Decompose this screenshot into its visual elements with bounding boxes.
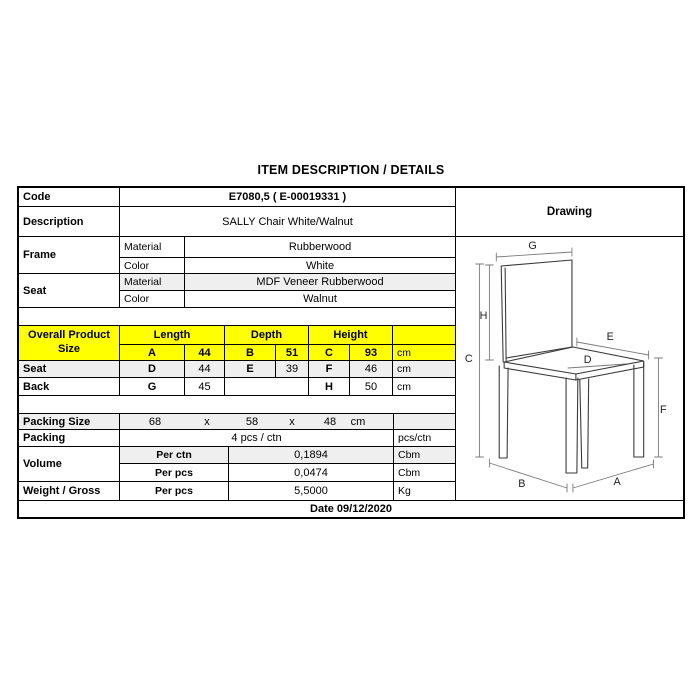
label-e: E (606, 330, 614, 344)
description-row (19, 207, 455, 237)
size-header-empty (393, 326, 455, 344)
details-pane (19, 188, 456, 500)
per-ctn-unit: Cbm (398, 449, 421, 461)
drawing-pane (456, 188, 683, 500)
description-value: SALLY Chair White/Walnut (222, 215, 353, 228)
item-details-table (17, 186, 685, 519)
back-g-key: G (120, 378, 185, 395)
seat-color-row (120, 291, 455, 307)
depth-header: Depth (225, 326, 309, 344)
volume-label: Volume (19, 447, 120, 481)
packing-label: Packing (19, 430, 120, 446)
weight-value: 5,5000 (229, 482, 394, 500)
seat-e-value: 39 (276, 361, 309, 377)
per-ctn-value: 0,1894 (229, 447, 394, 463)
frame-subrows (120, 237, 455, 273)
weight-row (19, 482, 455, 500)
frame-color-label: Color (120, 258, 185, 273)
label-h: H (479, 309, 488, 323)
overall-c-key: C (309, 345, 350, 360)
packing-size-empty (394, 414, 455, 429)
volume-subrows (120, 447, 455, 481)
weight-label: Weight / Gross (19, 482, 120, 500)
description-label: Description (19, 207, 120, 236)
back-g-value: 45 (185, 378, 225, 395)
per-pcs-unit: Cbm (398, 466, 421, 479)
frame-material-value: Rubberwood (288, 241, 352, 253)
seat-f-value: 46 (350, 361, 393, 377)
seat-f-key: F (309, 361, 350, 377)
frame-material-label: Material (120, 237, 185, 257)
length-header: Length (120, 326, 225, 344)
seat-row (19, 274, 455, 308)
height-header: Height (309, 326, 393, 344)
packing-size-row (19, 414, 455, 430)
overall-unit: cm (397, 346, 411, 359)
date-value: Date 09/12/2020 (310, 503, 392, 515)
label-a: A (613, 475, 621, 489)
label-b: B (518, 477, 526, 491)
overall-values-row (120, 345, 455, 360)
seat-d-key: D (120, 361, 185, 377)
weight-unit: Kg (398, 485, 411, 497)
spacer-row-1 (19, 308, 455, 326)
volume-block (19, 447, 455, 482)
table-main (19, 188, 683, 500)
overall-c-value: 93 (350, 345, 393, 360)
chair-drawing (456, 237, 683, 500)
overall-size-label: Overall Product Size (19, 326, 120, 360)
back-size-label: Back (19, 378, 120, 395)
label-f: F (660, 403, 667, 417)
back-h-key: H (309, 378, 350, 395)
code-row (19, 188, 455, 207)
seat-material-value: MDF Veneer Rubberwood (256, 276, 384, 288)
packing-value: 4 pcs / ctn (120, 430, 394, 446)
seat-color-value: Walnut (303, 293, 337, 305)
drawing-area (456, 237, 683, 500)
overall-size-block (19, 326, 455, 361)
frame-row (19, 237, 455, 274)
frame-material-row (120, 237, 455, 258)
label-g: G (528, 239, 537, 253)
per-pcs-label: Per pcs (120, 464, 229, 481)
seat-d-value: 44 (185, 361, 225, 377)
frame-label: Frame (19, 237, 120, 273)
chair-outline (499, 260, 643, 473)
drawing-title: Drawing (456, 188, 683, 237)
packing-unit: pcs/ctn (398, 432, 432, 444)
volume-per-pcs-row (120, 464, 455, 481)
frame-color-value: White (305, 259, 335, 272)
back-h-value: 50 (350, 378, 393, 395)
packing-size-values: 68 x 58 x 48 cm (120, 414, 394, 429)
seat-subrows (120, 274, 455, 307)
overall-b-value: 51 (276, 345, 309, 360)
back-size-row (19, 378, 455, 396)
back-size-unit: cm (397, 380, 411, 393)
seat-material-label: Material (120, 274, 185, 290)
page-title: ITEM DESCRIPTION / DETAILS (257, 163, 445, 177)
size-header-row (120, 326, 455, 345)
label-c: C (464, 352, 473, 366)
packing-row (19, 430, 455, 447)
packing-size-label: Packing Size (19, 414, 120, 429)
seat-material-row (120, 274, 455, 291)
overall-a-key: A (120, 345, 185, 360)
per-pcs-value: 0,0474 (229, 464, 394, 481)
seat-color-label: Color (120, 291, 185, 307)
seat-size-unit: cm (397, 363, 411, 375)
overall-a-value: 44 (185, 345, 225, 360)
seat-size-label: Seat (19, 361, 120, 377)
per-ctn-label: Per ctn (120, 447, 229, 463)
overall-b-key: B (225, 345, 276, 360)
back-depth-empty (225, 378, 309, 395)
code-value: E7080,5 ( E-00019331 ) (228, 191, 347, 203)
label-d: D (583, 353, 592, 367)
seat-size-row (19, 361, 455, 378)
size-header-subrows (120, 326, 455, 360)
spacer-row-2 (19, 396, 455, 414)
seat-e-key: E (225, 361, 276, 377)
seat-label: Seat (19, 274, 120, 307)
frame-color-row (120, 258, 455, 273)
weight-per-label: Per pcs (120, 482, 229, 500)
code-label: Code (19, 188, 120, 206)
volume-per-ctn-row (120, 447, 455, 464)
date-row (19, 500, 683, 517)
